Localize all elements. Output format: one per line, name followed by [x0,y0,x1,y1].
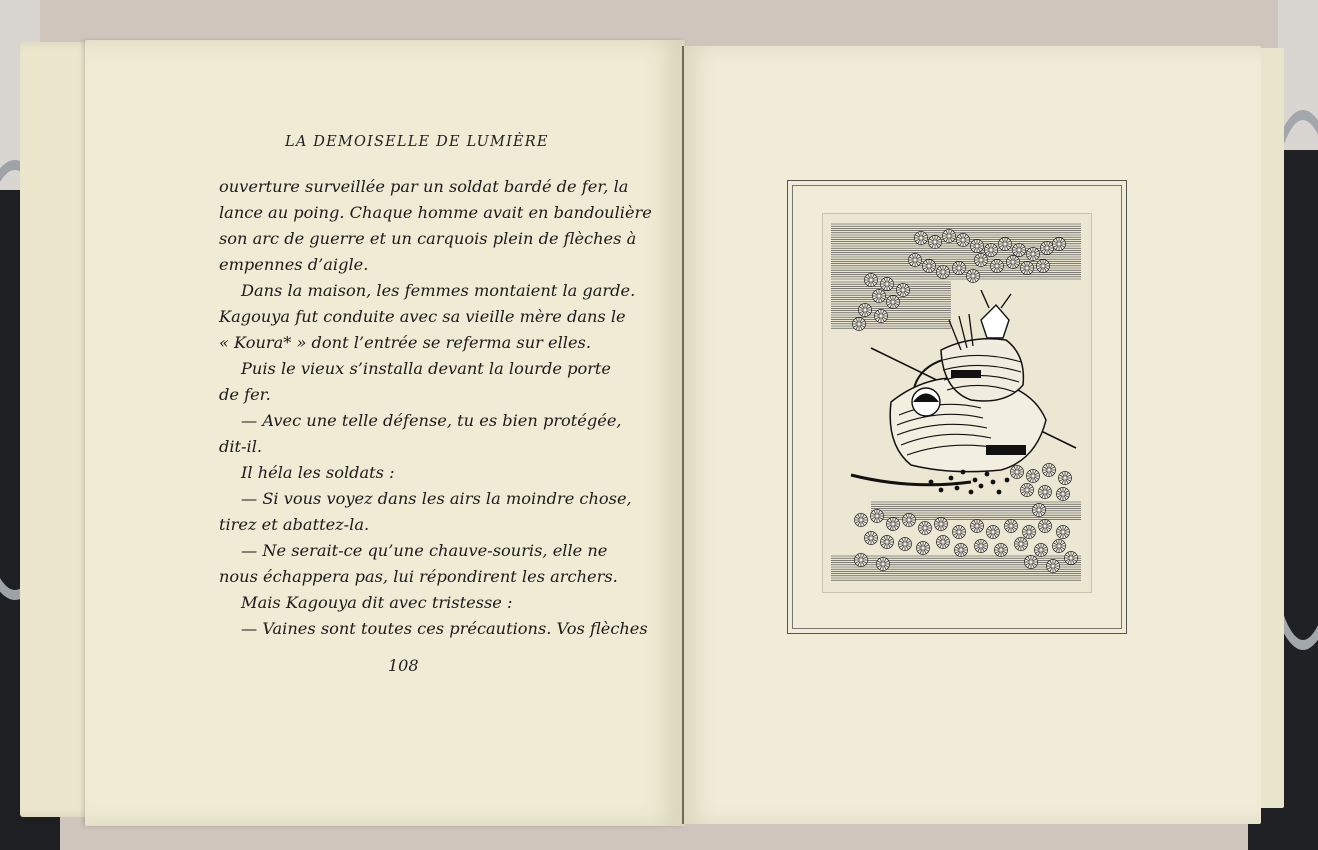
text-line: dit-il. [219,437,263,456]
text-line: — Avec une telle défense, tu es bien protégée, [241,411,622,430]
text-line: tirez et abattez-la. [219,515,370,534]
text-line: nous échappera pas, lui répondirent les archers. [219,567,618,586]
text-line: — Vaines sont toutes ces précautions. Vos flèches [241,619,648,638]
text-line: son arc de guerre et un carquois plein de flèches à [219,229,637,248]
text-line: — Si vous voyez dans les airs la moindre chose, [241,489,632,508]
text-line: ouverture surveillée par un soldat bardé de fer, la [219,177,629,196]
text-line: — Ne serait-ce qu’une chauve-souris, elle ne [241,541,608,560]
text-line: Mais Kagouya dit avec tristesse : [241,593,513,612]
running-head: LA DEMOISELLE DE LUMIÈRE [285,134,549,150]
book-gutter [682,46,684,824]
page-number: 108 [388,656,419,675]
text-line: « Koura* » dont l’entrée se referma sur elles. [219,333,592,352]
text-line: Il héla les soldats : [241,463,395,482]
text-line: lance au poing. Chaque homme avait en bandoulière [219,203,652,222]
text-line: Dans la maison, les femmes montaient la garde. [241,281,636,300]
text-line: Puis le vieux s’installa devant la lourde porte [241,359,612,378]
samurai-archers-etching [831,220,1083,584]
text-line: Kagouya fut conduite avec sa vieille mère dans le [219,307,626,326]
text-line: empennes d’aigle. [219,255,369,274]
text-line: de fer. [219,385,271,404]
